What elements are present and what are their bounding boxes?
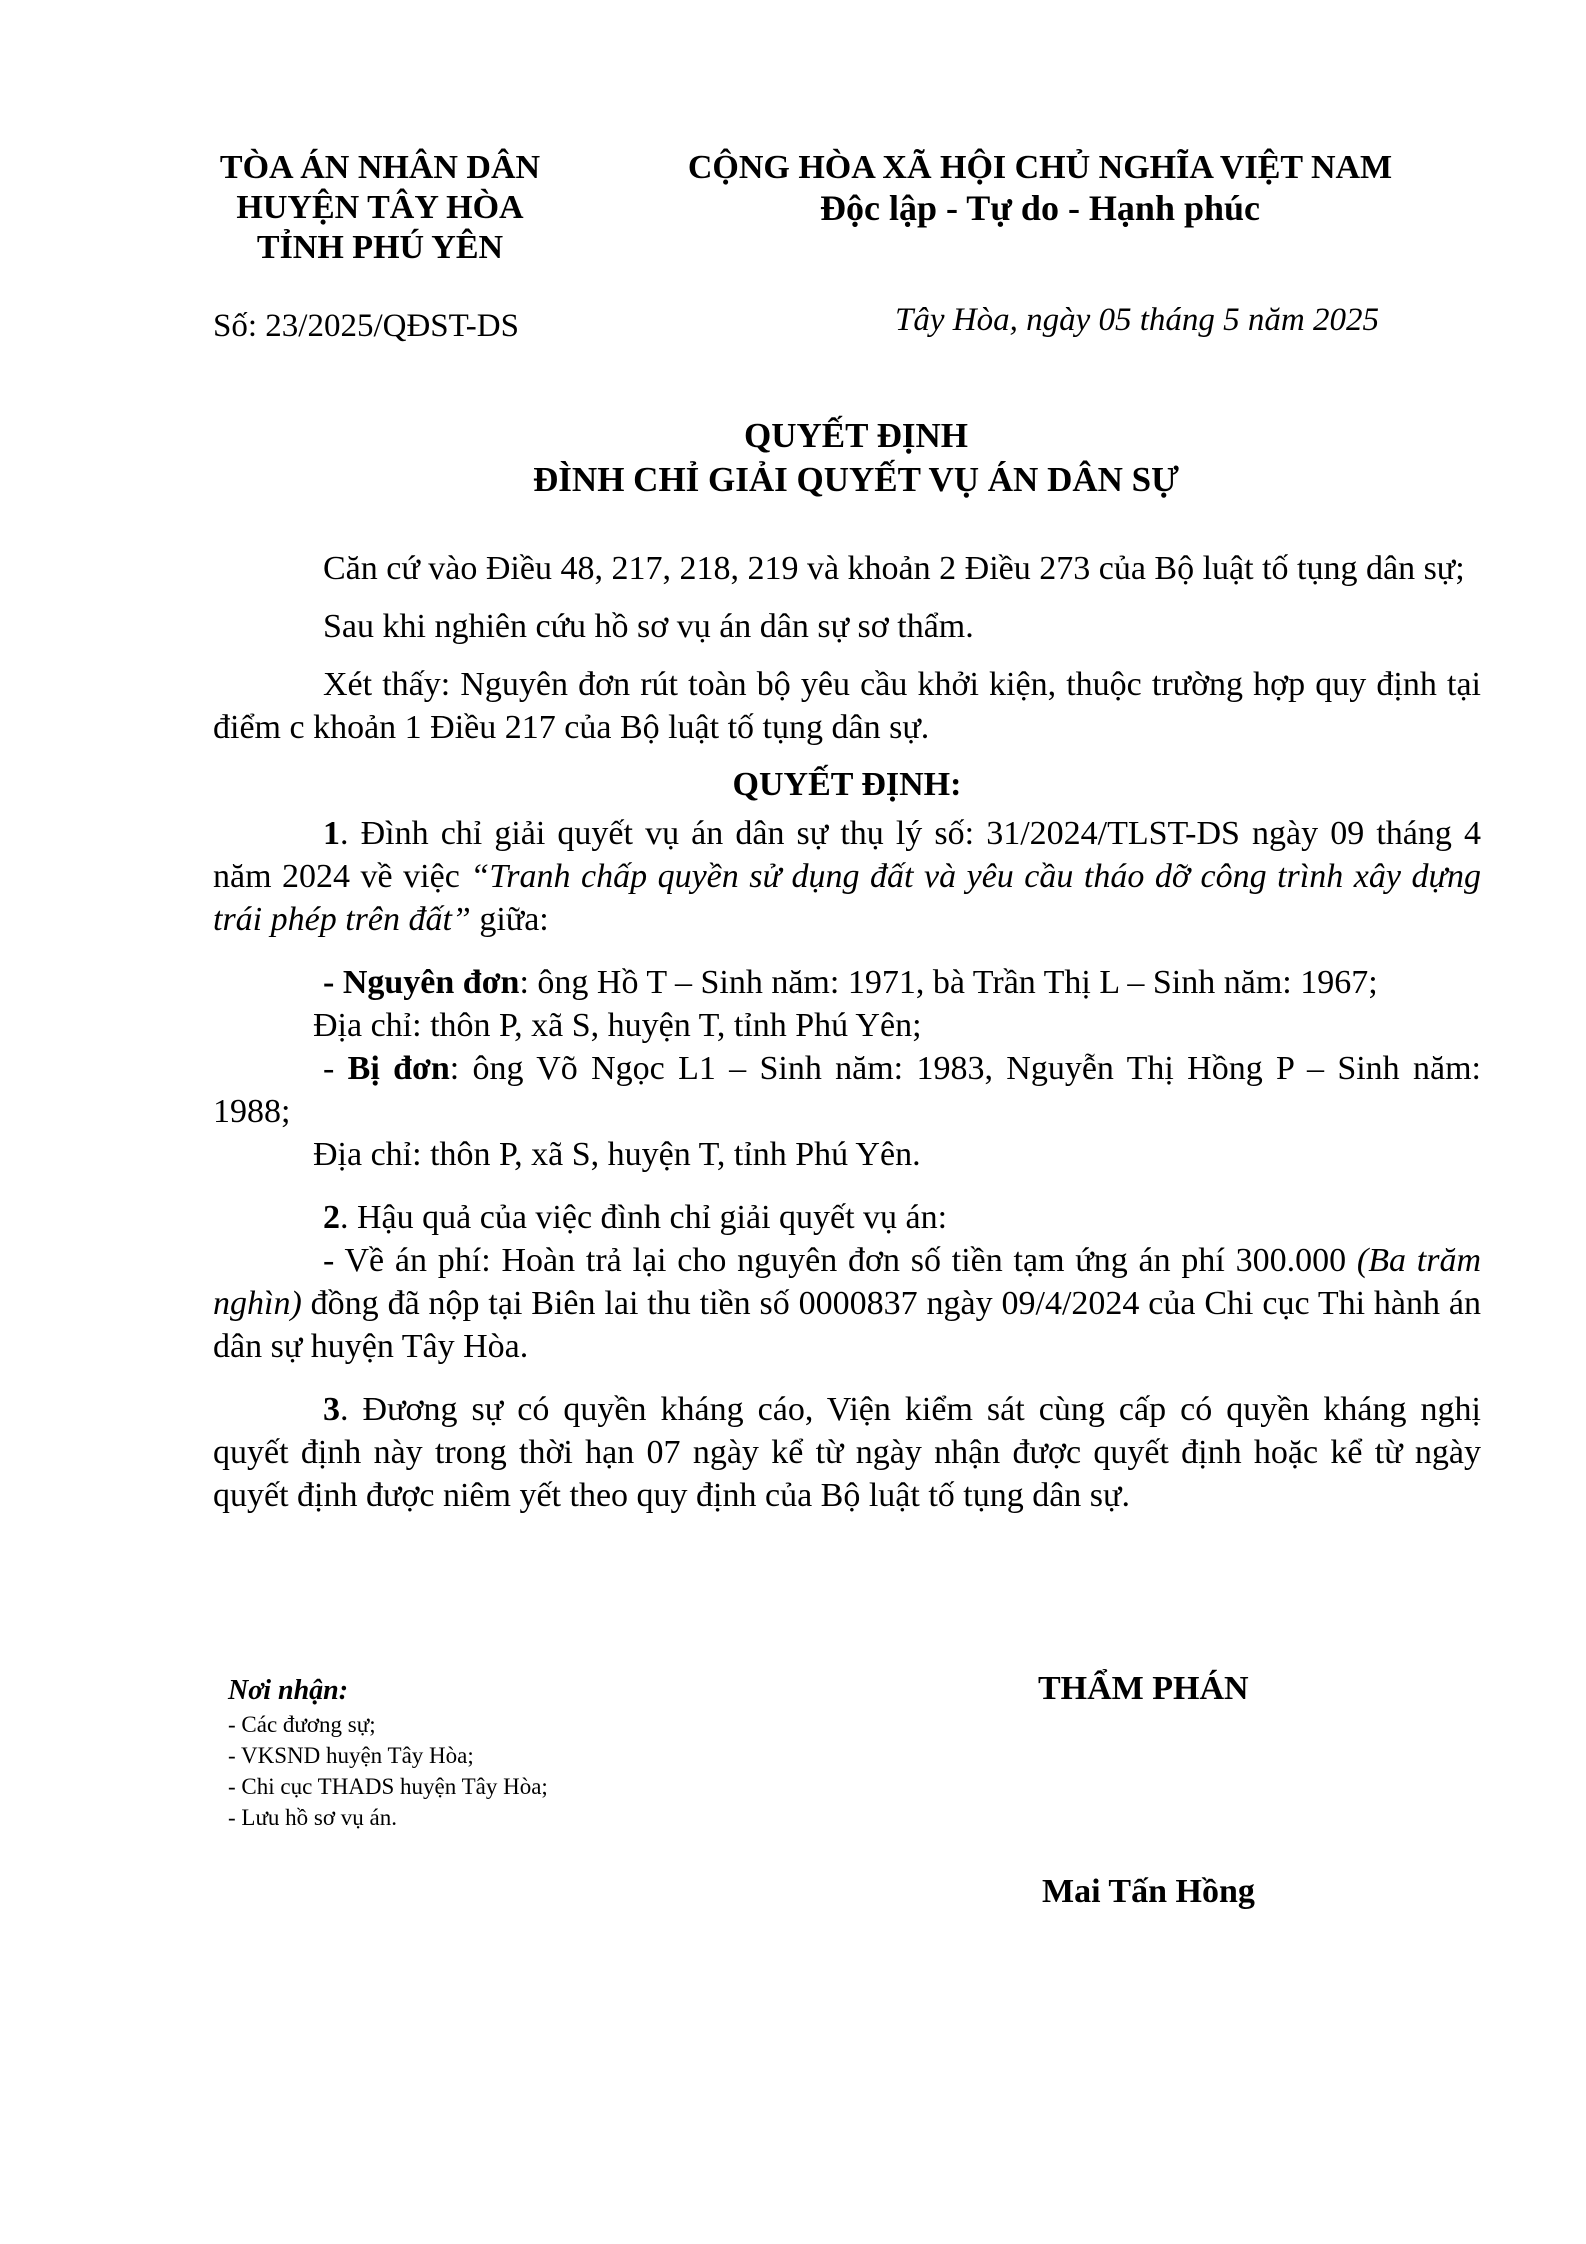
item-2-text: . Hậu quả của việc đình chỉ giải quyết vụ án: (340, 1199, 948, 1236)
document-title (213, 414, 1499, 502)
item-1-case-name: “Tranh chấp quyền sử dụng đất và yêu cầu tháo dỡ công trình xây dựng trái phép trên đất” (213, 858, 1481, 938)
signer-name: Mai Tấn Hồng (1042, 1873, 1255, 1910)
recipient-item: - Các đương sự; (228, 1712, 376, 1737)
item-3-text: . Đương sự có quyền kháng cáo, Viện kiểm sát cùng cấp có quyền kháng nghị quyết định này trong thời hạn 07 ngày kể từ ngày nhận được quyết định hoặc kể từ ngày quyết định được niêm yết theo quy định của Bộ luật tố tụng dân sự. (213, 1391, 1481, 1514)
nation-motto: Độc lập - Tự do - Hạnh phúc (819, 188, 1261, 228)
defendant-prefix: - (323, 1050, 348, 1087)
defendant (213, 1047, 1481, 1133)
recipient-item: - Chi cục THADS huyện Tây Hòa; (228, 1774, 548, 1799)
plaintiff-address: Địa chỉ: thôn P, xã S, huyện T, tỉnh Phú Yên; (313, 1007, 922, 1044)
item-2-number: 2 (323, 1199, 340, 1236)
preamble-legal-basis: Căn cứ vào Điều 48, 217, 218, 219 và khoản 2 Điều 273 của Bộ luật tố tụng dân sự; (323, 550, 1465, 587)
recipient-item: - VKSND huyện Tây Hòa; (228, 1743, 474, 1768)
nation-header (650, 148, 1430, 228)
court-line-3: TỈNH PHÚ YÊN (256, 229, 504, 266)
court-fee-text-a: - Về án phí: Hoàn trả lại cho nguyên đơn số tiền tạm ứng án phí 300.000 (323, 1242, 1357, 1279)
decision-heading: QUYẾT ĐỊNH: (732, 766, 962, 803)
item-2 (213, 1196, 1481, 1239)
preamble-review: Sau khi nghiên cứu hồ sơ vụ án dân sự sơ thẩm. (323, 608, 974, 645)
preamble-consideration: Xét thấy: Nguyên đơn rút toàn bộ yêu cầu khởi kiện, thuộc trường hợp quy định tại điểm c khoản 1 Điều 217 của Bộ luật tố tụng dân sự. (213, 666, 1481, 746)
recipient-item: - Lưu hồ sơ vụ án. (228, 1805, 397, 1830)
item-1-number: 1 (323, 815, 340, 852)
plaintiff-label: - Nguyên đơn (323, 964, 520, 1001)
title-line-2: ĐÌNH CHỈ GIẢI QUYẾT VỤ ÁN DÂN SỰ (533, 460, 1179, 499)
court-line-2: HUYỆN TÂY HÒA (236, 189, 524, 226)
recipients-label: Nơi nhận: (228, 1675, 349, 1706)
defendant-address: Địa chỉ: thôn P, xã S, huyện T, tỉnh Phú Yên. (313, 1136, 921, 1173)
defendant-text: : ông Võ Ngọc L1 – Sinh năm: 1983, Nguyễn Thị Hồng P – Sinh năm: 1988; (213, 1050, 1481, 1130)
nation-name: CỘNG HÒA XÃ HỘI CHỦ NGHĨA VIỆT NAM (687, 149, 1393, 186)
court-fee (213, 1239, 1481, 1368)
court-fee-words: (Ba trăm nghìn) (213, 1242, 1481, 1322)
item-3-number: 3 (323, 1391, 340, 1428)
place-date: Tây Hòa, ngày 05 tháng 5 năm 2025 (895, 302, 1379, 338)
item-1-text-b: giữa: (470, 901, 549, 938)
recipients (228, 1673, 548, 1833)
court-fee-text-b: đồng đã nộp tại Biên lai thu tiền số 0000837 ngày 09/4/2024 của Chi cục Thi hành án dân sự huyện Tây Hòa. (213, 1285, 1481, 1365)
court-line-1: TÒA ÁN NHÂN DÂN (219, 149, 541, 186)
item-1 (213, 812, 1481, 941)
document-body (213, 547, 1481, 1517)
plaintiff (213, 961, 1481, 1004)
signer-role: THẨM PHÁN (1038, 1670, 1249, 1707)
court-header (200, 148, 560, 268)
item-1-text-a: . Đình chỉ giải quyết vụ án dân sự thụ lý số: 31/2024/TLST-DS ngày 09 tháng 4 năm 2024 về việc (213, 815, 1481, 895)
plaintiff-text: : ông Hồ T – Sinh năm: 1971, bà Trần Thị L – Sinh năm: 1967; (519, 964, 1378, 1001)
title-line-1: QUYẾT ĐỊNH (744, 416, 968, 455)
defendant-label: Bị đơn (347, 1050, 450, 1087)
document-number: Số: 23/2025/QĐST-DS (213, 308, 519, 344)
item-3 (213, 1388, 1481, 1517)
